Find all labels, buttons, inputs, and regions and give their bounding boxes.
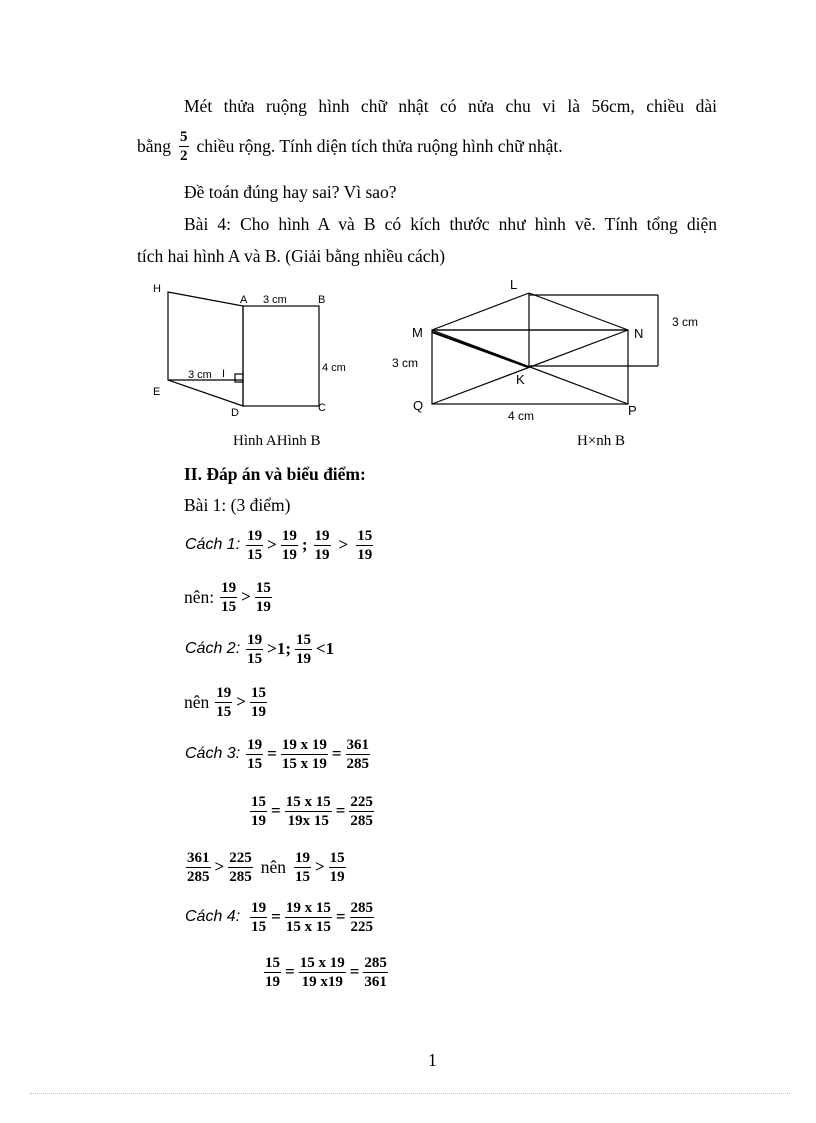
problem-question: Đề toán đúng hay sai? Vì sao?	[184, 182, 397, 202]
nen2-line: nên $\frac{19}{15}$ > $\frac{15}{19}$	[184, 684, 266, 720]
problem-line-2: bằng $\frac{5}{2}$ chiều rộng. Tính diện tích thửa ruộng hình chữ nhật.	[137, 128, 563, 164]
fraction-5-2: $\frac{5}{2}$	[180, 128, 188, 164]
cach3-line-2: $\frac{15}{19}$ = $\frac{15 x 15}{19x 15}$ = $\frac{225}{285}$	[251, 793, 373, 829]
segment-ml	[432, 293, 529, 330]
geometry-figure	[0, 270, 816, 455]
dim-right: 3 cm	[672, 315, 699, 329]
label-a: A	[240, 294, 248, 306]
label-k: K	[516, 372, 525, 387]
caption-left: Hình AHình B	[233, 433, 321, 449]
figure-a-parallelogram	[168, 292, 243, 406]
dim-bottom: 4 cm	[508, 409, 535, 423]
dim-bc: 4 cm	[322, 362, 346, 374]
label-n: N	[634, 326, 644, 341]
cach3-line-1: Cách 3: $\frac{19}{15}$ = $\frac{19 x 19}{15 x 19}$ = $\frac{361}{285}$	[185, 736, 370, 772]
label-p: P	[628, 403, 637, 418]
label-d: D	[231, 407, 239, 419]
bai4-line-1: Bài 4: Cho hình A và B có kích thước như hình vẽ. Tính tổng diện	[184, 214, 717, 234]
label-h: H	[153, 283, 161, 295]
bai4-line-2: tích hai hình A và B. (Giải bằng nhiều cách)	[137, 246, 446, 266]
problem-line-1: Mét thửa ruộng hình chữ nhật có nửa chu vi là 56cm, chiều dài	[184, 96, 717, 116]
dim-left: 3 cm	[392, 356, 419, 370]
cach4-line-2: $\frac{15}{19}$ = $\frac{15 x 19}{19 x19}$ = $\frac{285}{361}$	[265, 954, 387, 990]
cach4-line-1: Cách 4: $\frac{19}{15}$ = $\frac{19 x 15}{15 x 15}$ = $\frac{285}{225}$	[185, 899, 374, 935]
cach2-line: Cách 2: $\frac{19}{15}$ >1; $\frac{15}{19}$ <1	[185, 631, 335, 667]
compare-line: $\frac{361}{285}$ > $\frac{225}{285}$ nên $\frac{19}{15}$ > $\frac{15}{19}$	[187, 849, 345, 885]
label-q: Q	[413, 398, 424, 413]
label-i: I	[222, 368, 226, 380]
nen1-line: nên: $\frac{19}{15}$ > $\frac{15}{19}$	[184, 579, 271, 615]
answers-heading: II. Đáp án và biểu điểm:	[184, 464, 366, 484]
bai1-label: Bài 1: (3 điểm)	[184, 495, 291, 515]
segment-ln	[529, 293, 628, 330]
dim-ab: 3 cm	[263, 294, 287, 306]
cach1-line: Cách 1: $\frac{19}{15}$ > $\frac{19}{19}$ ; $\frac{19}{19}$ > $\frac{15}{19}$	[185, 527, 373, 563]
label-b: B	[318, 294, 326, 306]
page-divider	[30, 1093, 790, 1094]
label-e: E	[153, 386, 161, 398]
right-angle-marker	[235, 374, 243, 382]
figure-a-rectangle	[243, 306, 319, 406]
page-number: 1	[428, 1050, 437, 1070]
caption-right: H×nh B	[577, 433, 626, 449]
dim-ei: 3 cm	[188, 369, 212, 381]
label-m: M	[412, 325, 423, 340]
label-c: C	[318, 402, 326, 414]
segment-mk-bold	[432, 332, 528, 367]
label-l: L	[510, 277, 518, 292]
